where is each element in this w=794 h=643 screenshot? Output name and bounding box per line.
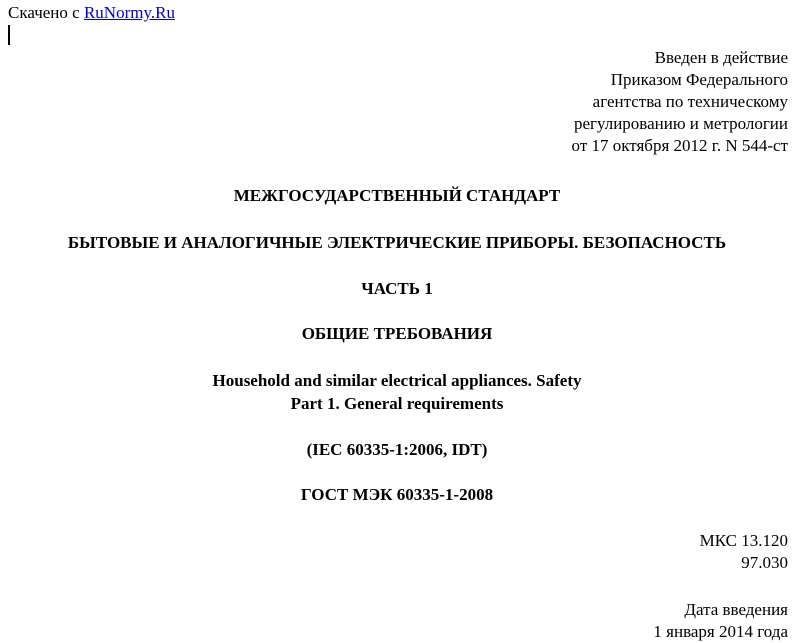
source-prefix: Скачено с [8, 3, 84, 22]
part-ru-heading: ЧАСТЬ 1 [361, 279, 433, 298]
part-en-heading: Part 1. General requirements [290, 394, 504, 413]
approval-line: агентства по техническому [592, 92, 788, 111]
approval-block [388, 47, 788, 157]
approval-line: Приказом Федерального [610, 70, 788, 89]
approval-line: от 17 октября 2012 г. N 544-ст [571, 136, 788, 155]
title-en-heading: Household and similar electrical appliances. Safety [212, 371, 582, 390]
mks-code: МКС 13.120 [699, 531, 788, 550]
standard-type-heading: МЕЖГОСУДАРСТВЕННЫЙ СТАНДАРТ [233, 186, 561, 205]
approval-line: Введен в действие [654, 48, 788, 67]
introduction-date-block [488, 599, 788, 643]
iec-reference: (IEC 60335-1:2006, IDT) [306, 440, 488, 459]
mks-code-secondary: 97.030 [741, 553, 788, 572]
source-link[interactable]: RuNormy.Ru [83, 3, 175, 22]
introduction-label: Дата введения [684, 600, 788, 619]
approval-line: регулированию и метрологии [573, 114, 788, 133]
text-cursor [8, 25, 10, 45]
introduction-date: 1 января 2014 года [653, 622, 788, 641]
classification-block [488, 530, 788, 574]
title-ru-heading: БЫТОВЫЕ И АНАЛОГИЧНЫЕ ЭЛЕКТРИЧЕСКИЕ ПРИБОРЫ. БЕЗОПАСНОСТЬ [67, 233, 727, 252]
source-line [8, 2, 175, 24]
subtitle-ru-heading: ОБЩИЕ ТРЕБОВАНИЯ [301, 324, 493, 343]
gost-code: ГОСТ МЭК 60335-1-2008 [300, 485, 494, 504]
